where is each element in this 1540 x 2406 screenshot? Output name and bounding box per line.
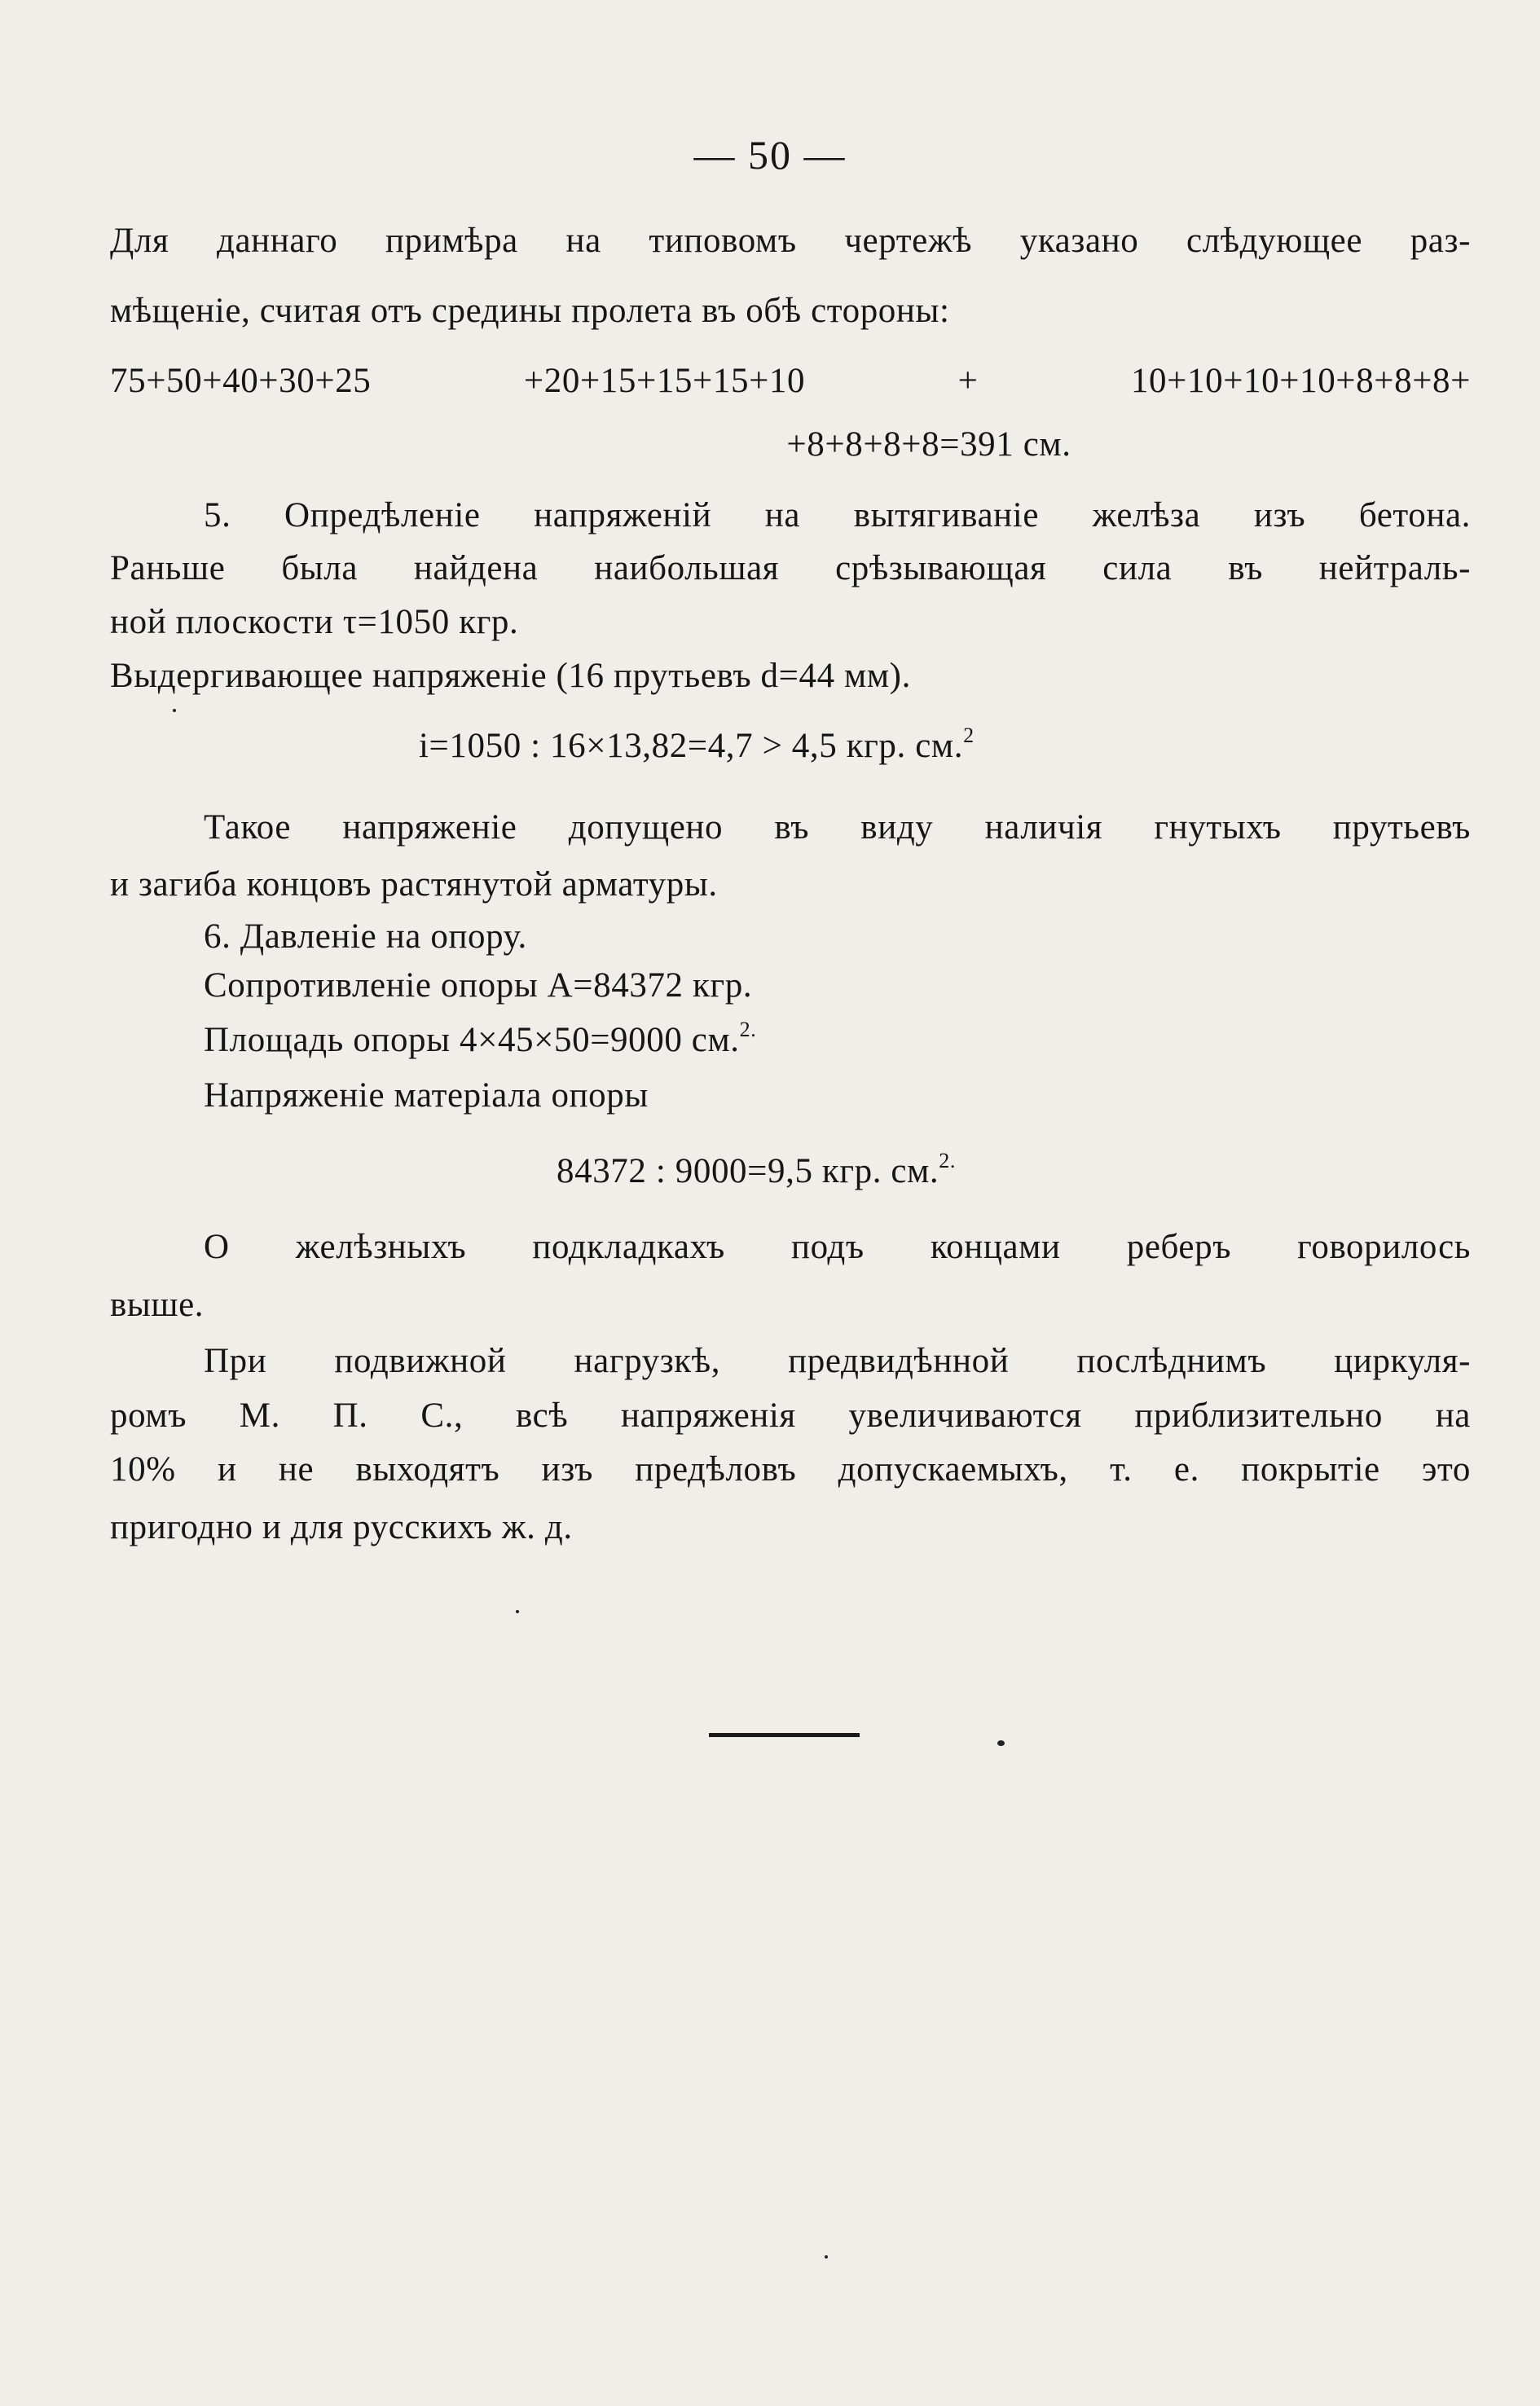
formula-text: i=1050 : 16×13,82=4,7 > 4,5 кгр. см.	[419, 727, 964, 765]
text-line: ромъ М. П. С., всѣ напряженія увеличиваются приблизительно на	[110, 1397, 1471, 1435]
ink-speck	[825, 2255, 828, 2259]
section-heading: 5. Опредѣленіе напряженій на вытягиваніе желѣза изъ бетона.	[204, 496, 1471, 534]
text-line: При подвижной нагрузкѣ, предвидѣнной послѣднимъ циркуля-	[204, 1342, 1471, 1380]
formula-line	[557, 1149, 1208, 1194]
section-heading: 6. Давленіе на опору.	[204, 917, 527, 956]
ink-speck	[997, 1740, 1005, 1746]
text-line: О желѣзныхъ подкладкахъ подъ концами реберъ говорилось	[204, 1228, 1471, 1266]
text-line: Сопротивленіе опоры А=84372 кгр.	[204, 966, 753, 1005]
text-line: пригодно и для русскихъ ж. д.	[110, 1508, 573, 1546]
text-line	[204, 1018, 1471, 1063]
text-line: мѣщеніе, считая отъ средины пролета въ обѣ стороны:	[110, 292, 950, 330]
ink-speck	[516, 1610, 519, 1613]
formula-text: 84372 : 9000=9,5 кгр. см.	[557, 1152, 939, 1190]
section-divider	[709, 1733, 860, 1737]
text-line: Выдергивающее напряженіе (16 прутьевъ d=44 мм).	[110, 657, 911, 695]
text-line: ной плоскости τ=1050 кгр.	[110, 603, 519, 641]
text-line: Раньше была найдена наибольшая срѣзывающая сила въ нейтраль-	[110, 549, 1471, 587]
text-line: Напряженіе матеріала опоры	[204, 1076, 649, 1115]
formula-line	[419, 724, 1315, 769]
formula-line: 75+50+40+30+25 +20+15+15+15+10 + 10+10+10+10+8+8+8+	[110, 362, 1471, 400]
superscript: 2.	[739, 1018, 757, 1041]
text-line: 10% и не выходятъ изъ предѣловъ допускаемыхъ, т. е. покрытіе это	[110, 1450, 1471, 1489]
text-line: и загиба концовъ растянутой арматуры.	[110, 865, 718, 904]
formula-text: Площадь опоры 4×45×50=9000 см.	[204, 1021, 740, 1059]
text-line: Для даннаго примѣра на типовомъ чертежѣ указано слѣдующее раз-	[110, 222, 1471, 260]
text-line: Такое напряженіе допущено въ виду наличія гнутыхъ прутьевъ	[204, 808, 1471, 847]
formula-line: +8+8+8+8=391 см.	[786, 425, 1071, 464]
ink-speck	[173, 709, 176, 712]
page-number: — 50 —	[693, 132, 847, 178]
superscript: 2.	[939, 1149, 956, 1172]
text-line: выше.	[110, 1286, 205, 1324]
superscript: 2	[963, 724, 975, 747]
